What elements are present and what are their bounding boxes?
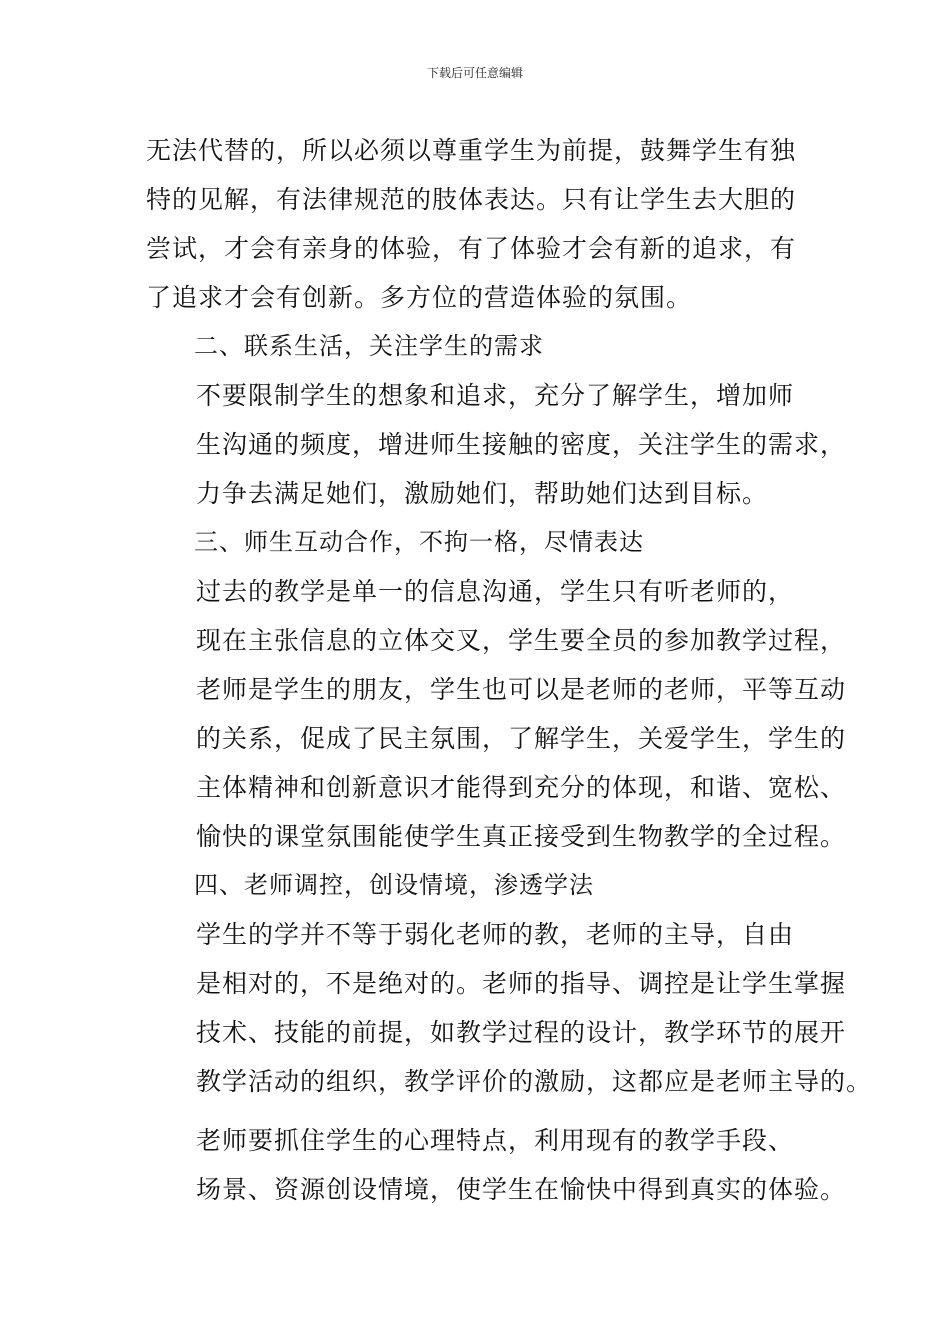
text-line: 特的见解，有法律规范的肢体表达。只有让学生去大胆的 xyxy=(146,185,797,214)
text-line: 老师要抓住学生的心理特点，利用现有的教学手段、 xyxy=(196,1126,795,1155)
page-header: 下载后可任意编辑 xyxy=(426,66,523,80)
text-line: 愉快的课堂氛围能使学生真正接受到生物教学的全过程。 xyxy=(196,822,847,851)
section-heading-4 xyxy=(146,861,816,910)
text-line: 技术、技能的前提，如教学过程的设计，教学环节的展开 xyxy=(196,1018,847,1047)
text-line: 现在主张信息的立体交叉，学生要全员的参加教学过程， xyxy=(196,626,847,655)
heading-text: 四、老师调控，创设情境，渗透学法 xyxy=(194,871,594,899)
heading-text: 二、联系生活，关注学生的需求 xyxy=(194,332,544,360)
paragraph-continuation xyxy=(146,126,816,322)
text-line: 学生的学并不等于弱化老师的教，老师的主导，自由 xyxy=(196,920,795,949)
text-line: 教学活动的组织，教学评价的激励，这都应是老师主导的。 xyxy=(196,1067,873,1096)
text-line: 了追求才会有创新。多方位的营造体验的氛围。 xyxy=(146,283,693,312)
document-body xyxy=(146,126,873,1214)
text-line: 老师是学生的朋友，学生也可以是老师的老师，平等互动 xyxy=(196,675,847,704)
text-line: 不要限制学生的想象和追求，充分了解学生，增加师 xyxy=(196,381,795,410)
text-line: 主体精神和创新意识才能得到充分的体现，和谐、宽松、 xyxy=(196,773,847,802)
paragraph-needs xyxy=(146,371,847,518)
text-line: 生沟通的频度，增进师生接触的密度，关注学生的需求， xyxy=(196,430,847,459)
text-line: 场景、资源创设情境，使学生在愉快中得到真实的体验。 xyxy=(196,1175,847,1204)
text-line: 是相对的，不是绝对的。老师的指导、调控是让学生掌握 xyxy=(196,969,847,998)
text-line: 过去的教学是单一的信息沟通，学生只有听老师的， xyxy=(196,577,795,606)
paragraph-teacher-guidance xyxy=(146,910,873,1106)
heading-text: 三、师生互动合作，不拘一格，尽情表达 xyxy=(194,528,644,556)
paragraph-situations xyxy=(146,1116,847,1214)
text-line: 的关系，促成了民主氛围，了解学生，关爱学生，学生的 xyxy=(196,724,847,753)
section-heading-3 xyxy=(146,518,816,567)
text-line: 尝试，才会有亲身的体验，有了体验才会有新的追求，有 xyxy=(146,234,797,263)
section-heading-2 xyxy=(146,322,816,371)
text-line: 力争去满足她们，激励她们，帮助她们达到目标。 xyxy=(196,479,769,508)
text-line: 无法代替的，所以必须以尊重学生为前提，鼓舞学生有独 xyxy=(146,136,797,165)
paragraph-interaction xyxy=(146,567,847,861)
